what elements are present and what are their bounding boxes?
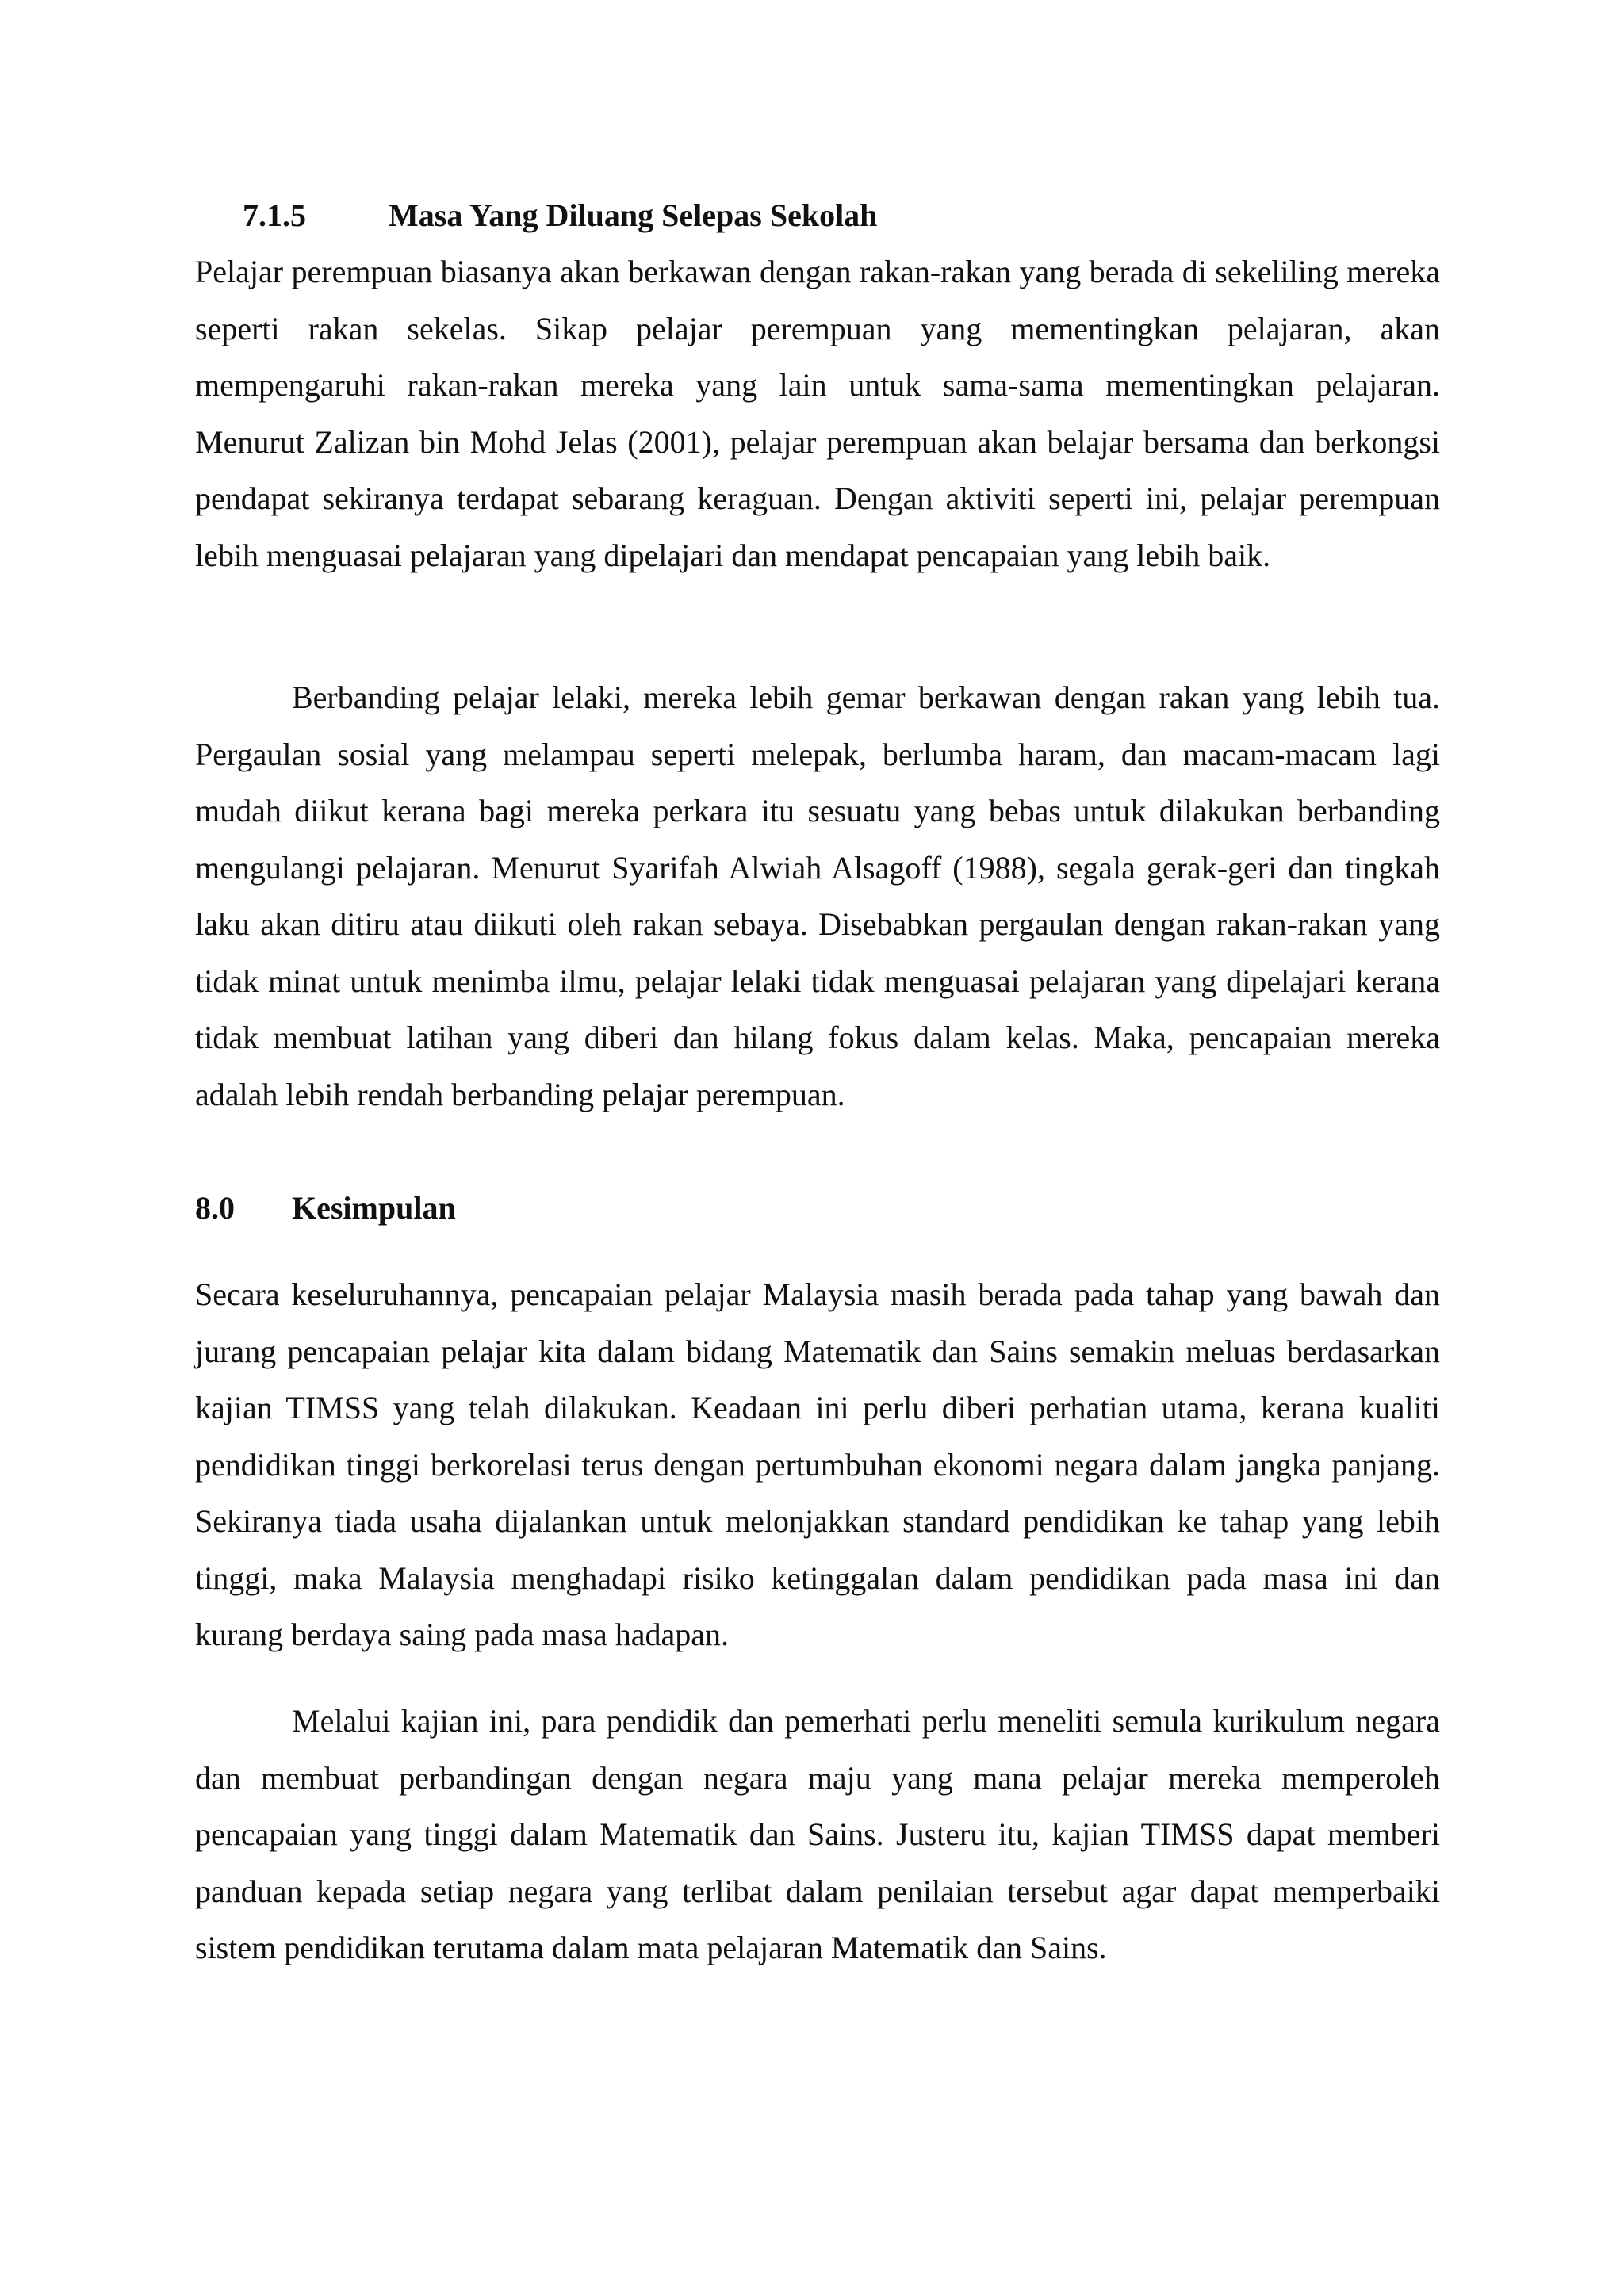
paragraph: Secara keseluruhannya, pencapaian pelajar Malaysia masih berada pada tahap yang bawah dan jurang pencapaian pelajar kita dalam bidang Matematik dan Sains semakin meluas berdasarkan kajian TIMSS yang telah dilakukan. Keadaan ini perlu diberi perhatian utama, kerana kualiti pendidikan tinggi berkorelasi terus dengan pertumbuhan ekonomi negara dalam jangka panjang. Sekiranya tiada usaha dijalankan untuk melonjakkan standard pendidikan ke tahap yang lebih tinggi, maka Malaysia menghadapi risiko ketinggalan dalam pendidikan pada masa ini dan kurang berdaya saing pada masa hadapan. xyxy=(195,1276,1440,1652)
paragraph: Berbanding pelajar lelaki, mereka lebih gemar berkawan dengan rakan yang lebih tua. Pergaulan sosial yang melampau seperti melepak, berlumba haram, dan macam-macam lagi mudah diikut kerana bagi mereka perkara itu sesuatu yang bebas untuk dilakukan berbanding mengulangi pelajaran. Menurut Syarifah Alwiah Alsagoff (1988), segala gerak-geri dan tingkah laku akan ditiru atau diikuti oleh rakan sebaya. Disebabkan pergaulan dengan rakan-rakan yang tidak minat untuk menimba ilmu, pelajar lelaki tidak menguasai pelajaran yang dipelajari kerana tidak membuat latihan yang diberi dan hilang fokus dalam kelas. Maka, pencapaian mereka adalah lebih rendah berbanding pelajar perempuan. xyxy=(195,679,1440,1112)
section-title: Masa Yang Diluang Selepas Sekolah xyxy=(389,197,878,233)
section-title: Kesimpulan xyxy=(292,1190,456,1226)
paragraph: Pelajar perempuan biasanya akan berkawan dengan rakan-rakan yang berada di sekeliling mereka seperti rakan sekelas. Sikap pelajar perempuan yang mementingkan pelajaran, akan mempengaruhi rakan-rakan mereka yang lain untuk sama-sama mementingkan pelajaran. Menurut Zalizan bin Mohd Jelas (2001), pelajar perempuan akan belajar bersama dan berkongsi pendapat sekiranya terdapat sebarang keraguan. Dengan aktiviti seperti ini, pelajar perempuan lebih menguasai pelajaran yang dipelajari dan mendapat pencapaian yang lebih baik. xyxy=(195,254,1440,573)
paragraph: Melalui kajian ini, para pendidik dan pemerhati perlu meneliti semula kurikulum negara dan membuat perbandingan dengan negara maju yang mana pelajar mereka memperoleh pencapaian yang tinggi dalam Matematik dan Sains. Justeru itu, kajian TIMSS dapat memberi panduan kepada setiap negara yang terlibat dalam penilaian tersebut agar dapat memperbaiki sistem pendidikan terutama dalam mata pelajaran Matematik dan Sains. xyxy=(195,1703,1440,1965)
section-number: 7.1.5 xyxy=(243,197,306,233)
section-number: 8.0 xyxy=(195,1190,235,1226)
